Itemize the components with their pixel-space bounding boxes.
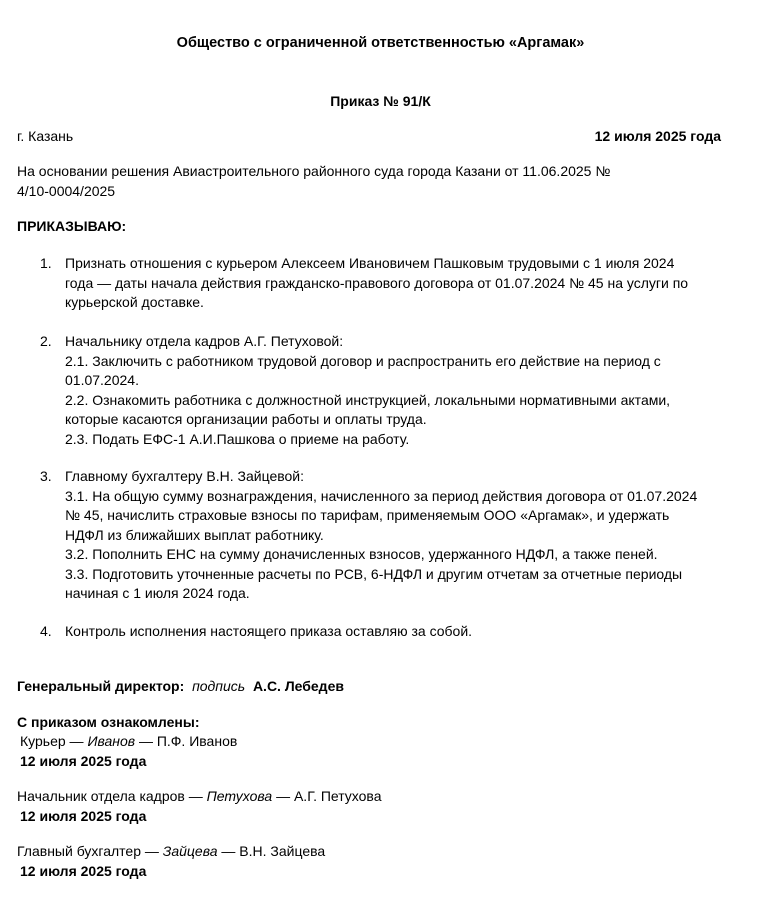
item-line: курьерской доставке. (65, 294, 204, 310)
order-title: Приказ № 91/К (330, 93, 431, 109)
signature-mark: Иванов (87, 733, 136, 749)
sub-item-text: 2.3. Подать ЕФС-1 А.И.Пашкова о приеме на работу. (65, 430, 410, 447)
acknowledgement-entry (17, 787, 382, 826)
item-number: 3. (40, 468, 52, 484)
person-name: — П.Ф. Иванов (138, 733, 238, 749)
signature-mark: Зайцева (162, 843, 218, 859)
position: Начальник отдела кадров — (17, 788, 203, 804)
order-item-1 (65, 254, 735, 313)
sub-item-text: 3.3. Подготовить уточненные расчеты по РСВ, 6-НДФЛ и другим отчетам за отчетные периоды (65, 565, 683, 582)
order-item-4 (65, 622, 735, 642)
item-heading: Начальнику отдела кадров А.Г. Петуховой: (65, 333, 344, 349)
sub-item-line: НДФЛ из ближайших выплат работнику. (65, 526, 324, 543)
item-line: Контроль исполнения настоящего приказа оставляю за собой. (65, 623, 473, 639)
sub-item-line (65, 430, 735, 450)
acknowledgement-line (17, 787, 382, 807)
sub-item-text: 2.1. Заключить с работником трудовой договор и распространить его действие на период с (65, 352, 661, 369)
director-name: А.С. Лебедев (252, 678, 344, 694)
order-date: 12 июля 2025 года (594, 128, 721, 144)
sub-item-line (65, 565, 735, 585)
position: Курьер — (20, 733, 84, 749)
item-number: 2. (40, 333, 52, 349)
order-item-2 (65, 332, 735, 449)
city: г. Казань (17, 128, 74, 144)
signature-label: Генеральный директор: (17, 678, 185, 694)
basis-line: 4/10-0004/2025 (17, 182, 116, 199)
command-heading: ПРИКАЗЫВАЮ: (17, 218, 127, 234)
signature-mark: Петухова (206, 788, 273, 804)
acknowledgement-line (17, 842, 325, 862)
director-signature-line (17, 677, 344, 697)
acknowledgement-date: 12 июля 2025 года (20, 862, 147, 879)
person-name: — А.Г. Петухова (276, 788, 382, 804)
item-number: 4. (40, 623, 52, 639)
sub-item-text: 2.2. Ознакомить работника с должностной инструкцией, локальными нормативными актами, (65, 391, 671, 408)
basis-line: На основании решения Авиастроительного районного суда города Казани от 11.06.2025 № (17, 163, 611, 179)
item-line: Признать отношения с курьером Алексеем Ивановичем Пашковым трудовыми с 1 июля 2024 (65, 255, 675, 271)
acknowledgement-line (20, 732, 237, 752)
sub-item-line: начиная с 1 июля 2024 года. (65, 585, 250, 601)
sub-item-line (65, 545, 735, 565)
sub-item-line (65, 391, 735, 411)
item-line: года — даты начала действия гражданско-правового договора от 01.07.2024 № 45 на услуги по (65, 274, 689, 291)
sub-item-line: № 45, начислить страховые взносы по тарифам, применяемым ООО «Аргамак», и удержать (65, 507, 670, 523)
acknowledgement-entry (17, 842, 325, 881)
sub-item-text: 3.1. На общую сумму вознаграждения, начисленного за период действия договора от 01.07.2024 (65, 487, 698, 504)
order-item-3 (65, 467, 735, 604)
sub-item-line (65, 487, 735, 507)
acknowledgement-date: 12 июля 2025 года (20, 807, 147, 824)
signature-mark: подпись (192, 678, 246, 694)
sub-item-line: 01.07.2024. (65, 372, 139, 388)
person-name: — В.Н. Зайцева (221, 843, 326, 859)
acknowledgement-title: С приказом ознакомлены: (17, 714, 200, 730)
basis-paragraph (17, 162, 657, 201)
sub-item-line: которые касаются организации работы и оплаты труда. (65, 411, 427, 427)
sub-item-line (65, 352, 735, 372)
acknowledgement-entry (20, 732, 237, 771)
organization-title: Общество с ограниченной ответственностью «Аргамак» (176, 35, 585, 51)
item-heading: Главному бухгалтеру В.Н. Зайцевой: (65, 468, 305, 484)
sub-item-text: 3.2. Пополнить ЕНС на сумму доначисленных взносов, удержанного НДФЛ, а также пеней. (65, 546, 658, 562)
acknowledgement-date: 12 июля 2025 года (20, 752, 147, 769)
item-number: 1. (40, 255, 52, 271)
position: Главный бухгалтер — (17, 843, 159, 859)
